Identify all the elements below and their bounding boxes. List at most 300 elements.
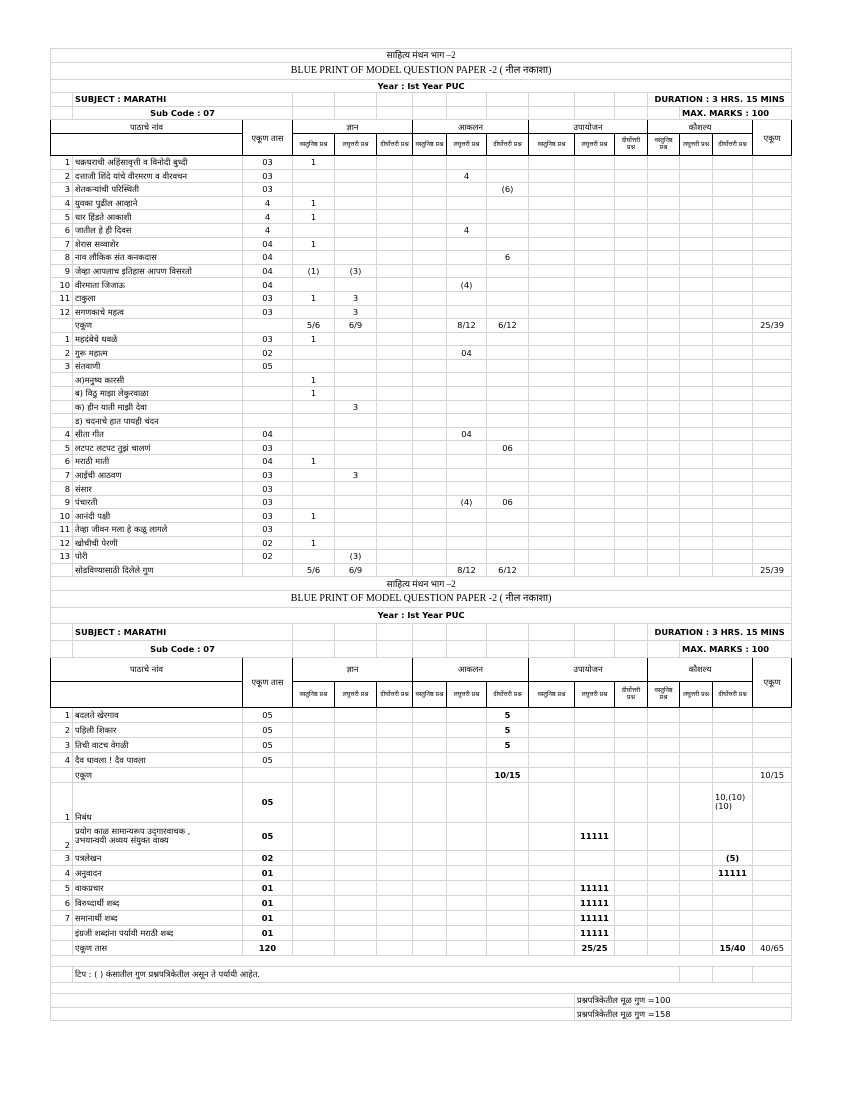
hours-cell (243, 563, 293, 577)
mark-cell (529, 523, 575, 537)
lesson-name: दत्ताजी शिंदे यांचे वीरमरण व वीरवचन (73, 169, 243, 183)
mark-cell: 25/39 (753, 563, 792, 577)
mark-cell (680, 509, 713, 523)
subcode-label-repeat: Sub Code : 07 (73, 640, 293, 657)
mark-cell: 6 (487, 251, 529, 265)
mark-cell (713, 767, 753, 782)
mark-cell (335, 332, 377, 346)
dirghottari-header: दीर्घोत्तरी प्रश्न (713, 133, 753, 155)
table-row (51, 319, 792, 333)
mark-cell (529, 427, 575, 441)
table-row (51, 278, 792, 292)
lesson-name: अ)मनुष्य कारसी (73, 373, 243, 387)
mark-cell: 1 (293, 332, 335, 346)
mark-cell: 4 (447, 169, 487, 183)
table-row (51, 196, 792, 210)
mark-cell (713, 707, 753, 722)
mark-cell (713, 387, 753, 401)
mark-cell (680, 332, 713, 346)
nibandh-name: निबंध (73, 782, 243, 822)
hours-cell: 01 (243, 910, 293, 925)
mark-cell (615, 441, 648, 455)
prayog-name (73, 822, 243, 850)
mark-cell (713, 264, 753, 278)
mark-cell (487, 752, 529, 767)
mark-cell (413, 752, 447, 767)
year-label: Year : Ist Year PUC (51, 79, 792, 93)
hours-cell: 03 (243, 495, 293, 509)
table-row (51, 169, 792, 183)
mark-cell (615, 291, 648, 305)
hours-cell: 03 (243, 305, 293, 319)
mark-cell (293, 305, 335, 319)
mark-cell (335, 940, 377, 955)
mark-cell (529, 319, 575, 333)
upayojan-header-repeat: उपायोजन (529, 657, 648, 681)
hours-cell (243, 387, 293, 401)
blueprint-table (50, 48, 792, 1021)
mark-cell (377, 305, 413, 319)
aakalan-header: आकलन (413, 120, 529, 134)
row-number (51, 940, 73, 955)
mark-cell (447, 910, 487, 925)
mark-cell (680, 223, 713, 237)
mark-cell: 6/9 (335, 319, 377, 333)
mark-cell: (3) (335, 550, 377, 564)
hours-cell: 02 (243, 550, 293, 564)
lesson-name: पत्रलेखन (73, 850, 243, 865)
hours-cell: 120 (243, 940, 293, 955)
mark-cell: 04 (447, 346, 487, 360)
mark-cell (648, 509, 680, 523)
mark-cell (529, 400, 575, 414)
hours-cell: 4 (243, 196, 293, 210)
mark-cell (413, 850, 447, 865)
mark-cell (413, 925, 447, 940)
mark-cell (377, 940, 413, 955)
row-number: 11 (51, 523, 73, 537)
mark-cell (713, 196, 753, 210)
mark-cell (487, 400, 529, 414)
mark-cell (413, 523, 447, 537)
mark-cell (575, 264, 615, 278)
kaushalya-header-repeat: कौशल्य (648, 657, 753, 681)
mark-cell (377, 468, 413, 482)
hours-cell: 02 (243, 850, 293, 865)
mark-cell (529, 536, 575, 550)
mark-cell (753, 305, 792, 319)
mark-cell (575, 169, 615, 183)
mark-cell (753, 495, 792, 509)
mark-cell (447, 251, 487, 265)
mark-cell: 5 (487, 722, 529, 737)
mark-cell: 1 (293, 155, 335, 169)
hours-cell: 03 (243, 509, 293, 523)
mark-cell (680, 210, 713, 224)
vastunishth-header: वस्तुनिष्ठ प्रश्न (413, 681, 447, 707)
row-number: 10 (51, 509, 73, 523)
mark-cell (377, 264, 413, 278)
table-row (51, 865, 792, 880)
mark-cell (293, 468, 335, 482)
mark-cell (413, 223, 447, 237)
mark-cell (335, 707, 377, 722)
table-row (51, 455, 792, 469)
mark-cell (487, 427, 529, 441)
vastunishth-header: वस्तुनिष्ठ प्रश्न (529, 681, 575, 707)
row-number: 8 (51, 482, 73, 496)
mark-cell (487, 468, 529, 482)
mark-cell (487, 196, 529, 210)
mark-cell (648, 414, 680, 428)
mark-cell (447, 737, 487, 752)
mark-cell (615, 264, 648, 278)
mark-cell (447, 196, 487, 210)
laghuttari-header: लघुत्तरी प्रश्न (335, 133, 377, 155)
mark-cell (680, 169, 713, 183)
mark-cell (529, 414, 575, 428)
mark-cell (648, 264, 680, 278)
dirghottari-header: दीर्घोत्तरी प्रश्न (713, 681, 753, 707)
mark-cell (575, 291, 615, 305)
mark-cell (753, 155, 792, 169)
mark-cell (713, 210, 753, 224)
dirghottari-header: दीर्घोत्तरी प्रश्न (487, 133, 529, 155)
lesson-header: पाठाचे नांव (51, 120, 243, 134)
lesson-name: टाकुला (73, 291, 243, 305)
hours-cell: 04 (243, 237, 293, 251)
mark-cell: (1) (293, 264, 335, 278)
mark-cell (648, 895, 680, 910)
mark-cell (575, 707, 615, 722)
lesson-name: एकूण (73, 767, 243, 782)
mark-cell (335, 865, 377, 880)
mark-cell (615, 722, 648, 737)
hours-cell: 01 (243, 880, 293, 895)
mark-cell (529, 550, 575, 564)
mark-cell (753, 707, 792, 722)
lesson-name: वाकप्रचार (73, 880, 243, 895)
mark-cell (335, 223, 377, 237)
mark-cell (575, 400, 615, 414)
mark-cell (713, 880, 753, 895)
table-row (51, 940, 792, 955)
row-number (51, 387, 73, 401)
mark-cell (487, 850, 529, 865)
mark-cell (648, 880, 680, 895)
mark-cell (529, 910, 575, 925)
mark-cell (713, 237, 753, 251)
mark-cell (487, 455, 529, 469)
laghuttari-header: लघुत्तरी प्रश्न (680, 681, 713, 707)
lesson-name: क) हीन याती माझी देवा (73, 400, 243, 414)
hours-cell (243, 414, 293, 428)
mark-cell (648, 550, 680, 564)
mark-cell (615, 850, 648, 865)
mark-cell (615, 495, 648, 509)
mark-cell (335, 346, 377, 360)
mark-cell (413, 707, 447, 722)
vastunishth-header: वस्तुनिष्ठ प्रश्न (293, 133, 335, 155)
table-row (51, 183, 792, 197)
hours-cell (243, 767, 293, 782)
mark-cell (575, 523, 615, 537)
mark-cell (713, 291, 753, 305)
mark-cell (753, 880, 792, 895)
title-2-repeat: BLUE PRINT OF MODEL QUESTION PAPER -2 ( नील नकाशा) (51, 590, 792, 607)
mark-cell (413, 237, 447, 251)
row-number: 3 (51, 850, 73, 865)
mark-cell (713, 495, 753, 509)
mark-cell (648, 373, 680, 387)
hours-header-repeat: एकूण तास (243, 657, 293, 707)
mark-cell (680, 359, 713, 373)
mark-cell (648, 563, 680, 577)
mark-cell: 1 (293, 536, 335, 550)
mark-cell (447, 455, 487, 469)
row-number (51, 563, 73, 577)
mark-cell (753, 536, 792, 550)
mark-cell (377, 169, 413, 183)
mark-cell (447, 183, 487, 197)
hours-cell: 03 (243, 169, 293, 183)
mark-cell (680, 400, 713, 414)
mark-cell (529, 722, 575, 737)
mark-cell (753, 550, 792, 564)
mark-cell (447, 880, 487, 895)
row-number: 2 (51, 169, 73, 183)
mark-cell (615, 737, 648, 752)
mark-cell (377, 737, 413, 752)
mark-cell (575, 183, 615, 197)
mark-cell (680, 752, 713, 767)
hours-cell: 03 (243, 441, 293, 455)
mark-cell (413, 880, 447, 895)
row-number: 4 (51, 865, 73, 880)
mark-cell (413, 550, 447, 564)
mark-cell: 6/9 (335, 563, 377, 577)
gyan-header: ज्ञान (293, 120, 413, 134)
mark-cell (680, 427, 713, 441)
vastunishth-header: वस्तुनिष्ठ प्रश्न (293, 681, 335, 707)
mark-cell (293, 880, 335, 895)
mark-cell (753, 196, 792, 210)
mark-cell (713, 509, 753, 523)
mark-cell: 25/25 (575, 940, 615, 955)
row-number: 6 (51, 455, 73, 469)
mark-cell (335, 455, 377, 469)
dirghottari-header: दीर्घोत्तरी प्रश्न (377, 133, 413, 155)
mark-cell (447, 722, 487, 737)
mark-cell (335, 155, 377, 169)
mark-cell (377, 196, 413, 210)
mark-cell (648, 536, 680, 550)
mark-cell (413, 455, 447, 469)
mark-cell (680, 278, 713, 292)
mark-cell (575, 319, 615, 333)
mark-cell (377, 278, 413, 292)
mark-cell (680, 196, 713, 210)
mark-cell (413, 373, 447, 387)
mark-cell (680, 305, 713, 319)
mark-cell (447, 767, 487, 782)
mark-cell: 40/65 (753, 940, 792, 955)
lesson-name: तिची वाटच वेगळी (73, 737, 243, 752)
hours-cell: 05 (243, 737, 293, 752)
mark-cell (615, 880, 648, 895)
mark-cell (487, 210, 529, 224)
mark-cell (753, 359, 792, 373)
mark-cell (680, 940, 713, 955)
mark-cell (648, 319, 680, 333)
mark-cell: (4) (447, 495, 487, 509)
mark-cell (615, 359, 648, 373)
aakalan-header-repeat: आकलन (413, 657, 529, 681)
mark-cell (648, 441, 680, 455)
mark-cell (713, 523, 753, 537)
mark-cell: (5) (713, 850, 753, 865)
mark-cell (648, 495, 680, 509)
mark-cell (753, 455, 792, 469)
mark-cell (335, 359, 377, 373)
mark-cell: 5/6 (293, 563, 335, 577)
hours-cell: 02 (243, 536, 293, 550)
row-number: 4 (51, 752, 73, 767)
mark-cell (529, 441, 575, 455)
mark-cell (680, 850, 713, 865)
hours-cell (243, 373, 293, 387)
hours-cell (243, 319, 293, 333)
mark-cell (413, 210, 447, 224)
mark-cell (753, 332, 792, 346)
hours-cell (243, 400, 293, 414)
mark-cell (529, 925, 575, 940)
mark-cell (753, 925, 792, 940)
row-number: 2 (51, 346, 73, 360)
row-number: 5 (51, 880, 73, 895)
laghuttari-header: लघुत्तरी प्रश्न (575, 133, 615, 155)
mark-cell (648, 707, 680, 722)
mark-cell (487, 880, 529, 895)
hours-cell: 03 (243, 468, 293, 482)
mark-cell (413, 291, 447, 305)
row-number: 6 (51, 895, 73, 910)
lesson-name: युवका पुढील आव्हाने (73, 196, 243, 210)
mark-cell (293, 223, 335, 237)
mark-cell (615, 169, 648, 183)
mark-cell (529, 373, 575, 387)
mark-cell (680, 264, 713, 278)
nibandh-hours: 05 (243, 782, 293, 822)
laghuttari-header: लघुत्तरी प्रश्न (575, 681, 615, 707)
mark-cell (753, 737, 792, 752)
mark-cell (575, 722, 615, 737)
mark-cell (487, 865, 529, 880)
table-row (51, 223, 792, 237)
mark-cell (377, 319, 413, 333)
mark-cell: 8/12 (447, 563, 487, 577)
mark-cell (680, 767, 713, 782)
mark-cell (447, 400, 487, 414)
mark-cell (713, 441, 753, 455)
mark-cell: 1 (293, 509, 335, 523)
mark-cell (713, 427, 753, 441)
nibandh-mark-a: 10,(10) (715, 792, 746, 803)
mark-cell (529, 155, 575, 169)
nibandh-number: 1 (51, 782, 73, 822)
mark-cell (487, 305, 529, 319)
mark-cell (615, 455, 648, 469)
mark-cell (335, 523, 377, 537)
mark-cell (648, 169, 680, 183)
mark-cell (293, 865, 335, 880)
mark-cell (615, 414, 648, 428)
hours-cell: 01 (243, 895, 293, 910)
mark-cell (413, 536, 447, 550)
mark-cell (575, 387, 615, 401)
lesson-name: जेव्हा आपलाच इतिहास आपण विसरतो (73, 264, 243, 278)
mark-cell (377, 291, 413, 305)
mark-cell (529, 495, 575, 509)
mark-cell (377, 332, 413, 346)
hours-cell: 05 (243, 359, 293, 373)
mark-cell (753, 910, 792, 925)
mark-cell (447, 509, 487, 523)
mark-cell (487, 359, 529, 373)
mark-cell (447, 707, 487, 722)
mark-cell (293, 550, 335, 564)
mark-cell (377, 707, 413, 722)
duration-label-repeat: DURATION : 3 HRS. 15 MINS (648, 623, 792, 640)
row-number: 12 (51, 305, 73, 319)
mark-cell (293, 910, 335, 925)
mark-cell (487, 940, 529, 955)
lesson-name: संसार (73, 482, 243, 496)
mark-cell (413, 305, 447, 319)
mark-cell (713, 925, 753, 940)
mark-cell (713, 414, 753, 428)
mark-cell (413, 427, 447, 441)
table-row (51, 155, 792, 169)
mark-cell (648, 427, 680, 441)
mark-cell (615, 468, 648, 482)
mark-cell (575, 737, 615, 752)
mark-cell: 10/15 (487, 767, 529, 782)
mark-cell (615, 196, 648, 210)
mark-cell (713, 346, 753, 360)
mark-cell (753, 264, 792, 278)
mark-cell (487, 278, 529, 292)
row-number (51, 400, 73, 414)
mark-cell (680, 455, 713, 469)
mark-cell (447, 332, 487, 346)
row-number: 1 (51, 155, 73, 169)
row-number (51, 319, 73, 333)
mark-cell (575, 865, 615, 880)
table-row (51, 509, 792, 523)
mark-cell (648, 737, 680, 752)
mark-cell (413, 278, 447, 292)
lesson-name: शेतकऱ्यांची परिस्थिती (73, 183, 243, 197)
mark-cell (648, 468, 680, 482)
row-number: 3 (51, 183, 73, 197)
mark-cell (293, 169, 335, 183)
hours-cell: 04 (243, 455, 293, 469)
mark-cell (377, 346, 413, 360)
mark-cell (753, 722, 792, 737)
mark-cell (335, 427, 377, 441)
mark-cell (529, 707, 575, 722)
